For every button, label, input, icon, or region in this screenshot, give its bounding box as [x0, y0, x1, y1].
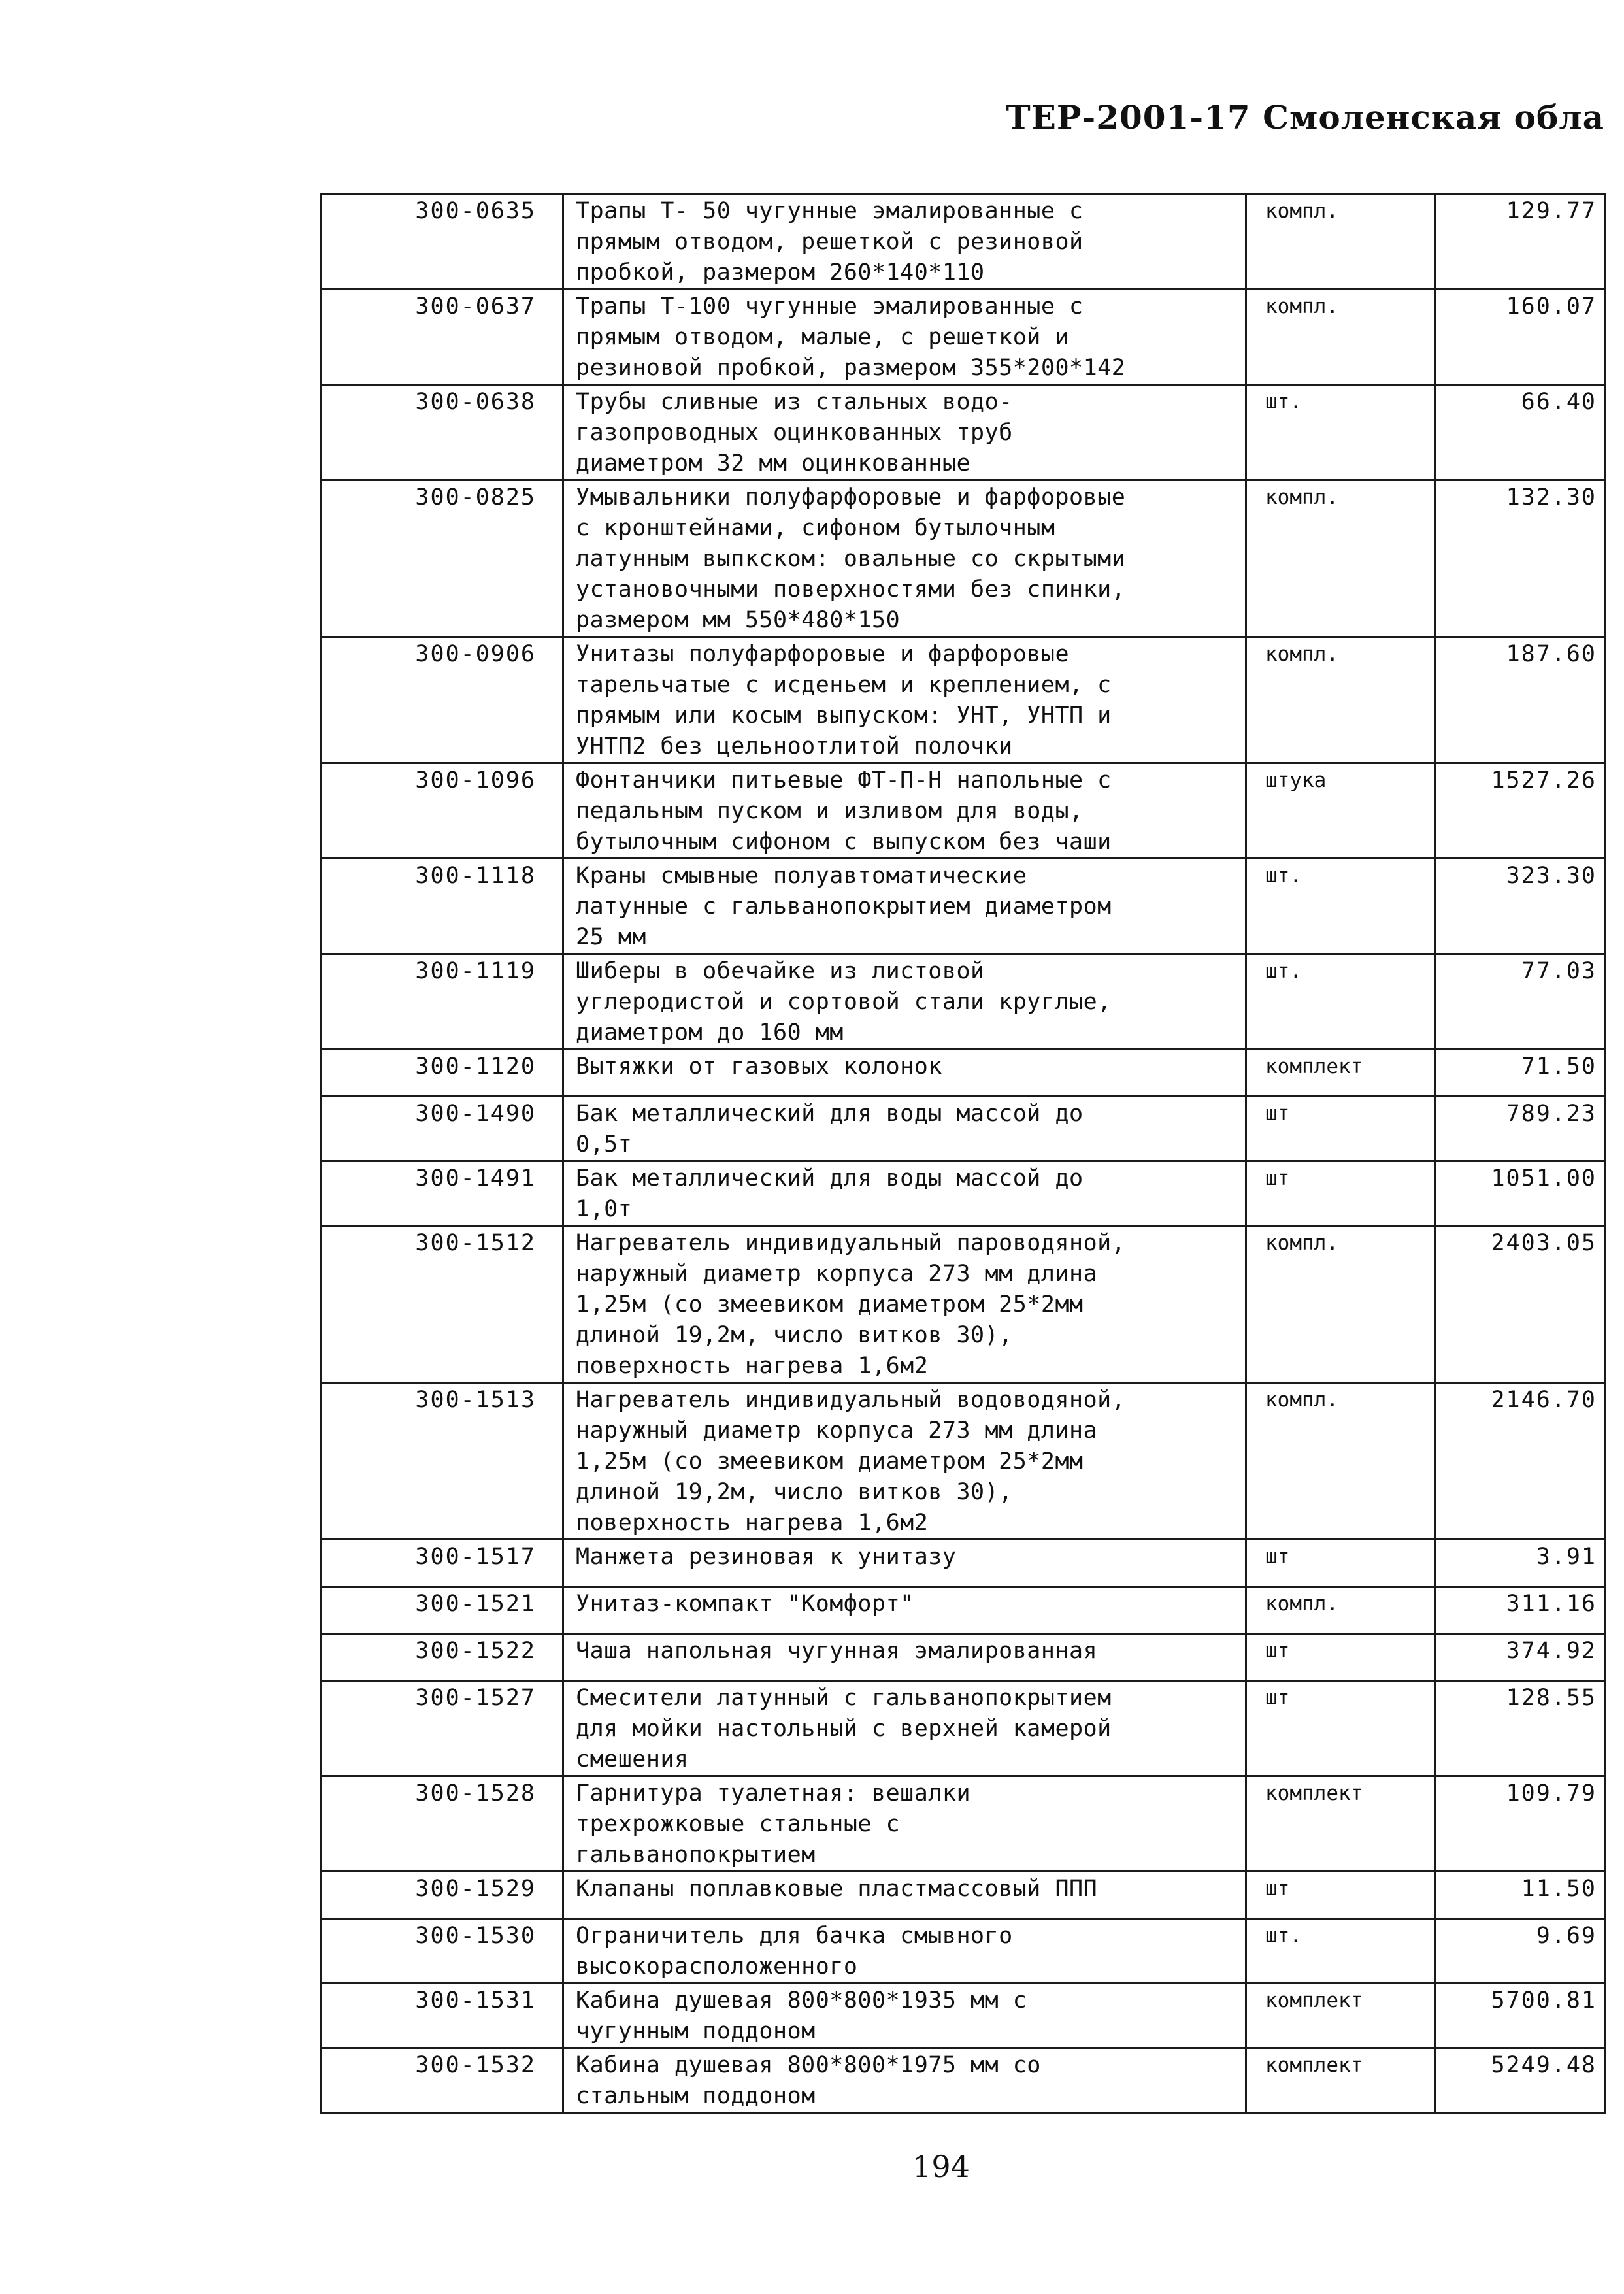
- resource-price: 2146.70: [1436, 1383, 1606, 1540]
- resource-unit: компл.: [1246, 290, 1436, 385]
- resource-description: Нагреватель индивидуальный водоводяной, наружный диаметр корпуса 273 мм длина 1,25м (со змеевиком диаметром 25*2мм длиной 19,2м, число витков 30), поверхность нагрева 1,6м2: [563, 1383, 1246, 1540]
- resource-description: Трапы Т-100 чугунные эмалированные с прямым отводом, малые, с решеткой и резиновой пробкой, размером 355*200*142: [563, 290, 1246, 385]
- resource-price: 11.50: [1436, 1872, 1606, 1919]
- resource-price: 128.55: [1436, 1681, 1606, 1776]
- resource-price: 374.92: [1436, 1634, 1606, 1681]
- resource-description: Вытяжки от газовых колонок: [563, 1050, 1246, 1097]
- resource-unit: шт.: [1246, 859, 1436, 954]
- resource-code: 300-1517: [322, 1540, 563, 1587]
- resource-description: Кабина душевая 800*800*1975 мм со стальным поддоном: [563, 2048, 1246, 2113]
- resource-price: 789.23: [1436, 1097, 1606, 1161]
- table-row: [322, 480, 1606, 637]
- table-row: [322, 1634, 1606, 1681]
- resource-description: Смесители латунный с гальванопокрытием для мойки настольный с верхней камерой смешения: [563, 1681, 1246, 1776]
- resource-code: 300-1528: [322, 1776, 563, 1872]
- resource-code: 300-1522: [322, 1634, 563, 1681]
- resource-price: 160.07: [1436, 290, 1606, 385]
- resource-unit: компл.: [1246, 637, 1436, 763]
- resource-unit: компл.: [1246, 480, 1436, 637]
- resource-code: 300-1491: [322, 1161, 563, 1226]
- resource-code: 300-1512: [322, 1226, 563, 1383]
- resource-price: 109.79: [1436, 1776, 1606, 1872]
- price-table: [320, 193, 1606, 2114]
- resource-unit: шт.: [1246, 1919, 1436, 1984]
- resource-price: 77.03: [1436, 954, 1606, 1050]
- table-row: [322, 859, 1606, 954]
- resource-description: Нагреватель индивидуальный пароводяной, наружный диаметр корпуса 273 мм длина 1,25м (со змеевиком диаметром 25*2мм длиной 19,2м, число витков 30), поверхность нагрева 1,6м2: [563, 1226, 1246, 1383]
- resource-code: 300-1527: [322, 1681, 563, 1776]
- table-row: [322, 1587, 1606, 1634]
- resource-price: 187.60: [1436, 637, 1606, 763]
- resource-code: 300-0638: [322, 385, 563, 480]
- table-row: [322, 1097, 1606, 1161]
- table-row: [322, 194, 1606, 290]
- resource-unit: компл.: [1246, 1587, 1436, 1634]
- page-header-title: ТЕР-2001-17 Смоленская обла: [1006, 98, 1604, 137]
- resource-unit: компл.: [1246, 1383, 1436, 1540]
- table-row: [322, 1919, 1606, 1984]
- table-row: [322, 1161, 1606, 1226]
- resource-unit: шт: [1246, 1681, 1436, 1776]
- resource-code: 300-1513: [322, 1383, 563, 1540]
- resource-code: 300-1530: [322, 1919, 563, 1984]
- resource-price: 5249.48: [1436, 2048, 1606, 2113]
- resource-description: Чаша напольная чугунная эмалированная: [563, 1634, 1246, 1681]
- resource-description: Умывальники полуфарфоровые и фарфоровые с кронштейнами, сифоном бутылочным латунным выпкском: овальные со скрытыми установочными поверхностями без спинки, размером мм 550*480*150: [563, 480, 1246, 637]
- table-row: [322, 637, 1606, 763]
- resource-unit: шт.: [1246, 954, 1436, 1050]
- table-row: [322, 385, 1606, 480]
- resource-code: 300-0825: [322, 480, 563, 637]
- resource-unit: штука: [1246, 763, 1436, 859]
- resource-description: Манжета резиновая к унитазу: [563, 1540, 1246, 1587]
- resource-code: 300-0906: [322, 637, 563, 763]
- resource-code: 300-1532: [322, 2048, 563, 2113]
- table-row: [322, 1383, 1606, 1540]
- resource-description: Ограничитель для бачка смывного высокорасположенного: [563, 1919, 1246, 1984]
- resource-price: 66.40: [1436, 385, 1606, 480]
- table-row: [322, 1050, 1606, 1097]
- table-row: [322, 1984, 1606, 2048]
- resource-unit: шт: [1246, 1540, 1436, 1587]
- resource-price: 311.16: [1436, 1587, 1606, 1634]
- resource-code: 300-0637: [322, 290, 563, 385]
- resource-code: 300-1120: [322, 1050, 563, 1097]
- table-row: [322, 2048, 1606, 2113]
- resource-price: 129.77: [1436, 194, 1606, 290]
- resource-price: 3.91: [1436, 1540, 1606, 1587]
- resource-description: Гарнитура туалетная: вешалки трехрожковые стальные с гальванопокрытием: [563, 1776, 1246, 1872]
- table-row: [322, 1226, 1606, 1383]
- resource-price: 71.50: [1436, 1050, 1606, 1097]
- resource-unit: комплект: [1246, 1050, 1436, 1097]
- resource-code: 300-1119: [322, 954, 563, 1050]
- resource-description: Краны смывные полуавтоматические латунные с гальванопокрытием диаметром 25 мм: [563, 859, 1246, 954]
- resource-unit: комплект: [1246, 2048, 1436, 2113]
- resource-price: 323.30: [1436, 859, 1606, 954]
- resource-code: 300-0635: [322, 194, 563, 290]
- resource-code: 300-1531: [322, 1984, 563, 2048]
- resource-code: 300-1490: [322, 1097, 563, 1161]
- resource-unit: шт: [1246, 1161, 1436, 1226]
- resource-unit: шт: [1246, 1872, 1436, 1919]
- resource-description: Унитазы полуфарфоровые и фарфоровые тарельчатые с исденьем и креплением, с прямым или косым выпуском: УНТ, УНТП и УНТП2 без цельноотлитой полочки: [563, 637, 1246, 763]
- resource-description: Кабина душевая 800*800*1935 мм с чугунным поддоном: [563, 1984, 1246, 2048]
- resource-code: 300-1529: [322, 1872, 563, 1919]
- resource-description: Трапы Т- 50 чугунные эмалированные с прямым отводом, решеткой с резиновой пробкой, размером 260*140*110: [563, 194, 1246, 290]
- table-row: [322, 954, 1606, 1050]
- table-row: [322, 1540, 1606, 1587]
- resource-price: 1527.26: [1436, 763, 1606, 859]
- resource-price: 9.69: [1436, 1919, 1606, 1984]
- resource-description: Фонтанчики питьевые ФТ-П-Н напольные с педальным пуском и изливом для воды, бутылочным сифоном с выпуском без чаши: [563, 763, 1246, 859]
- resource-description: Трубы сливные из стальных водо- газопроводных оцинкованных труб диаметром 32 мм оцинкованные: [563, 385, 1246, 480]
- resource-unit: компл.: [1246, 194, 1436, 290]
- resource-unit: комплект: [1246, 1984, 1436, 2048]
- resource-code: 300-1118: [322, 859, 563, 954]
- resource-description: Бак металлический для воды массой до 1,0т: [563, 1161, 1246, 1226]
- resource-code: 300-1521: [322, 1587, 563, 1634]
- resource-code: 300-1096: [322, 763, 563, 859]
- resource-price: 2403.05: [1436, 1226, 1606, 1383]
- resource-description: Клапаны поплавковые пластмассовый ППП: [563, 1872, 1246, 1919]
- resource-unit: шт: [1246, 1634, 1436, 1681]
- resource-price: 1051.00: [1436, 1161, 1606, 1226]
- table-row: [322, 1776, 1606, 1872]
- resource-price: 132.30: [1436, 480, 1606, 637]
- resource-unit: компл.: [1246, 1226, 1436, 1383]
- table-row: [322, 763, 1606, 859]
- page-number: 194: [912, 2149, 970, 2184]
- table-row: [322, 1872, 1606, 1919]
- resource-description: Бак металлический для воды массой до 0,5т: [563, 1097, 1246, 1161]
- resource-price: 5700.81: [1436, 1984, 1606, 2048]
- table-row: [322, 290, 1606, 385]
- resource-description: Унитаз-компакт "Комфорт": [563, 1587, 1246, 1634]
- resource-description: Шиберы в обечайке из листовой углеродистой и сортовой стали круглые, диаметром до 160 мм: [563, 954, 1246, 1050]
- table-row: [322, 1681, 1606, 1776]
- resource-unit: шт: [1246, 1097, 1436, 1161]
- resource-unit: комплект: [1246, 1776, 1436, 1872]
- resource-unit: шт.: [1246, 385, 1436, 480]
